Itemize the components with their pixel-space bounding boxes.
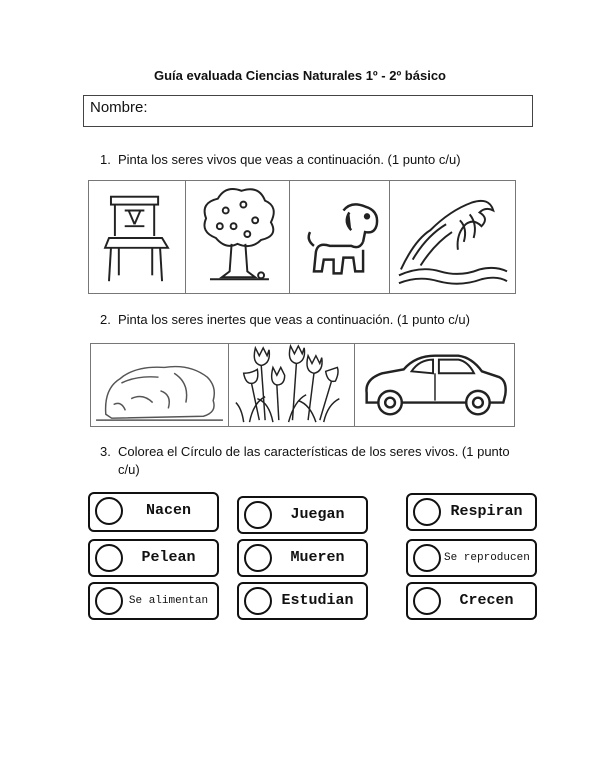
answer-circle[interactable]	[413, 544, 441, 572]
option-se-alimentan[interactable]	[88, 582, 219, 620]
option-estudian[interactable]	[237, 582, 368, 620]
image-cell[interactable]	[91, 344, 229, 426]
option-respiran[interactable]	[406, 493, 537, 531]
question-text: Colorea el Círculo de las características de los seres vivos. (1 punto c/u)	[118, 444, 510, 477]
answer-circle[interactable]	[244, 587, 272, 615]
option-pelean[interactable]	[88, 539, 219, 577]
chair-icon	[89, 181, 185, 293]
tulips-icon	[229, 344, 354, 426]
image-cell[interactable]	[390, 181, 515, 293]
option-label: Estudian	[281, 592, 354, 609]
option-se-reproducen[interactable]	[406, 539, 537, 577]
question-number: 1.	[100, 152, 111, 167]
question-number: 3.	[100, 444, 111, 459]
option-mueren[interactable]	[237, 539, 368, 577]
image-cell[interactable]	[229, 344, 355, 426]
answer-circle[interactable]	[95, 544, 123, 572]
answer-circle[interactable]	[413, 587, 441, 615]
option-crecen[interactable]	[406, 582, 537, 620]
option-label: Se reproducen	[444, 552, 530, 564]
option-nacen[interactable]	[88, 492, 219, 532]
image-cell[interactable]	[355, 344, 514, 426]
option-label: Juegan	[290, 506, 345, 523]
option-label: Crecen	[459, 592, 514, 609]
question-number: 2.	[100, 312, 111, 327]
car-icon	[355, 344, 514, 426]
wave-icon	[390, 181, 515, 293]
rock-icon	[91, 344, 228, 426]
answer-circle[interactable]	[244, 501, 272, 529]
name-label: Nombre:	[90, 99, 148, 116]
question-text: Pinta los seres vivos que veas a continuación. (1 punto c/u)	[118, 152, 461, 167]
option-label: Se alimentan	[128, 595, 209, 607]
answer-circle[interactable]	[244, 544, 272, 572]
page-title: Guía evaluada Ciencias Naturales 1º - 2º básico	[153, 68, 446, 83]
option-label: Respiran	[450, 503, 523, 520]
option-label: Nacen	[145, 502, 191, 519]
image-cell[interactable]	[89, 181, 186, 293]
option-juegan[interactable]	[237, 496, 368, 534]
dog-icon	[290, 181, 389, 293]
image-cell[interactable]	[290, 181, 390, 293]
image-cell[interactable]	[186, 181, 290, 293]
apple-tree-icon	[186, 181, 289, 293]
answer-circle[interactable]	[95, 587, 123, 615]
inert-things-strip	[90, 343, 515, 427]
living-things-strip	[88, 180, 516, 294]
answer-circle[interactable]	[95, 497, 123, 525]
option-label: Pelean	[141, 549, 196, 566]
question-text: Pinta los seres inertes que veas a continuación. (1 punto c/u)	[118, 312, 470, 327]
answer-circle[interactable]	[413, 498, 441, 526]
option-label: Mueren	[290, 549, 345, 566]
name-field[interactable]	[83, 95, 533, 127]
